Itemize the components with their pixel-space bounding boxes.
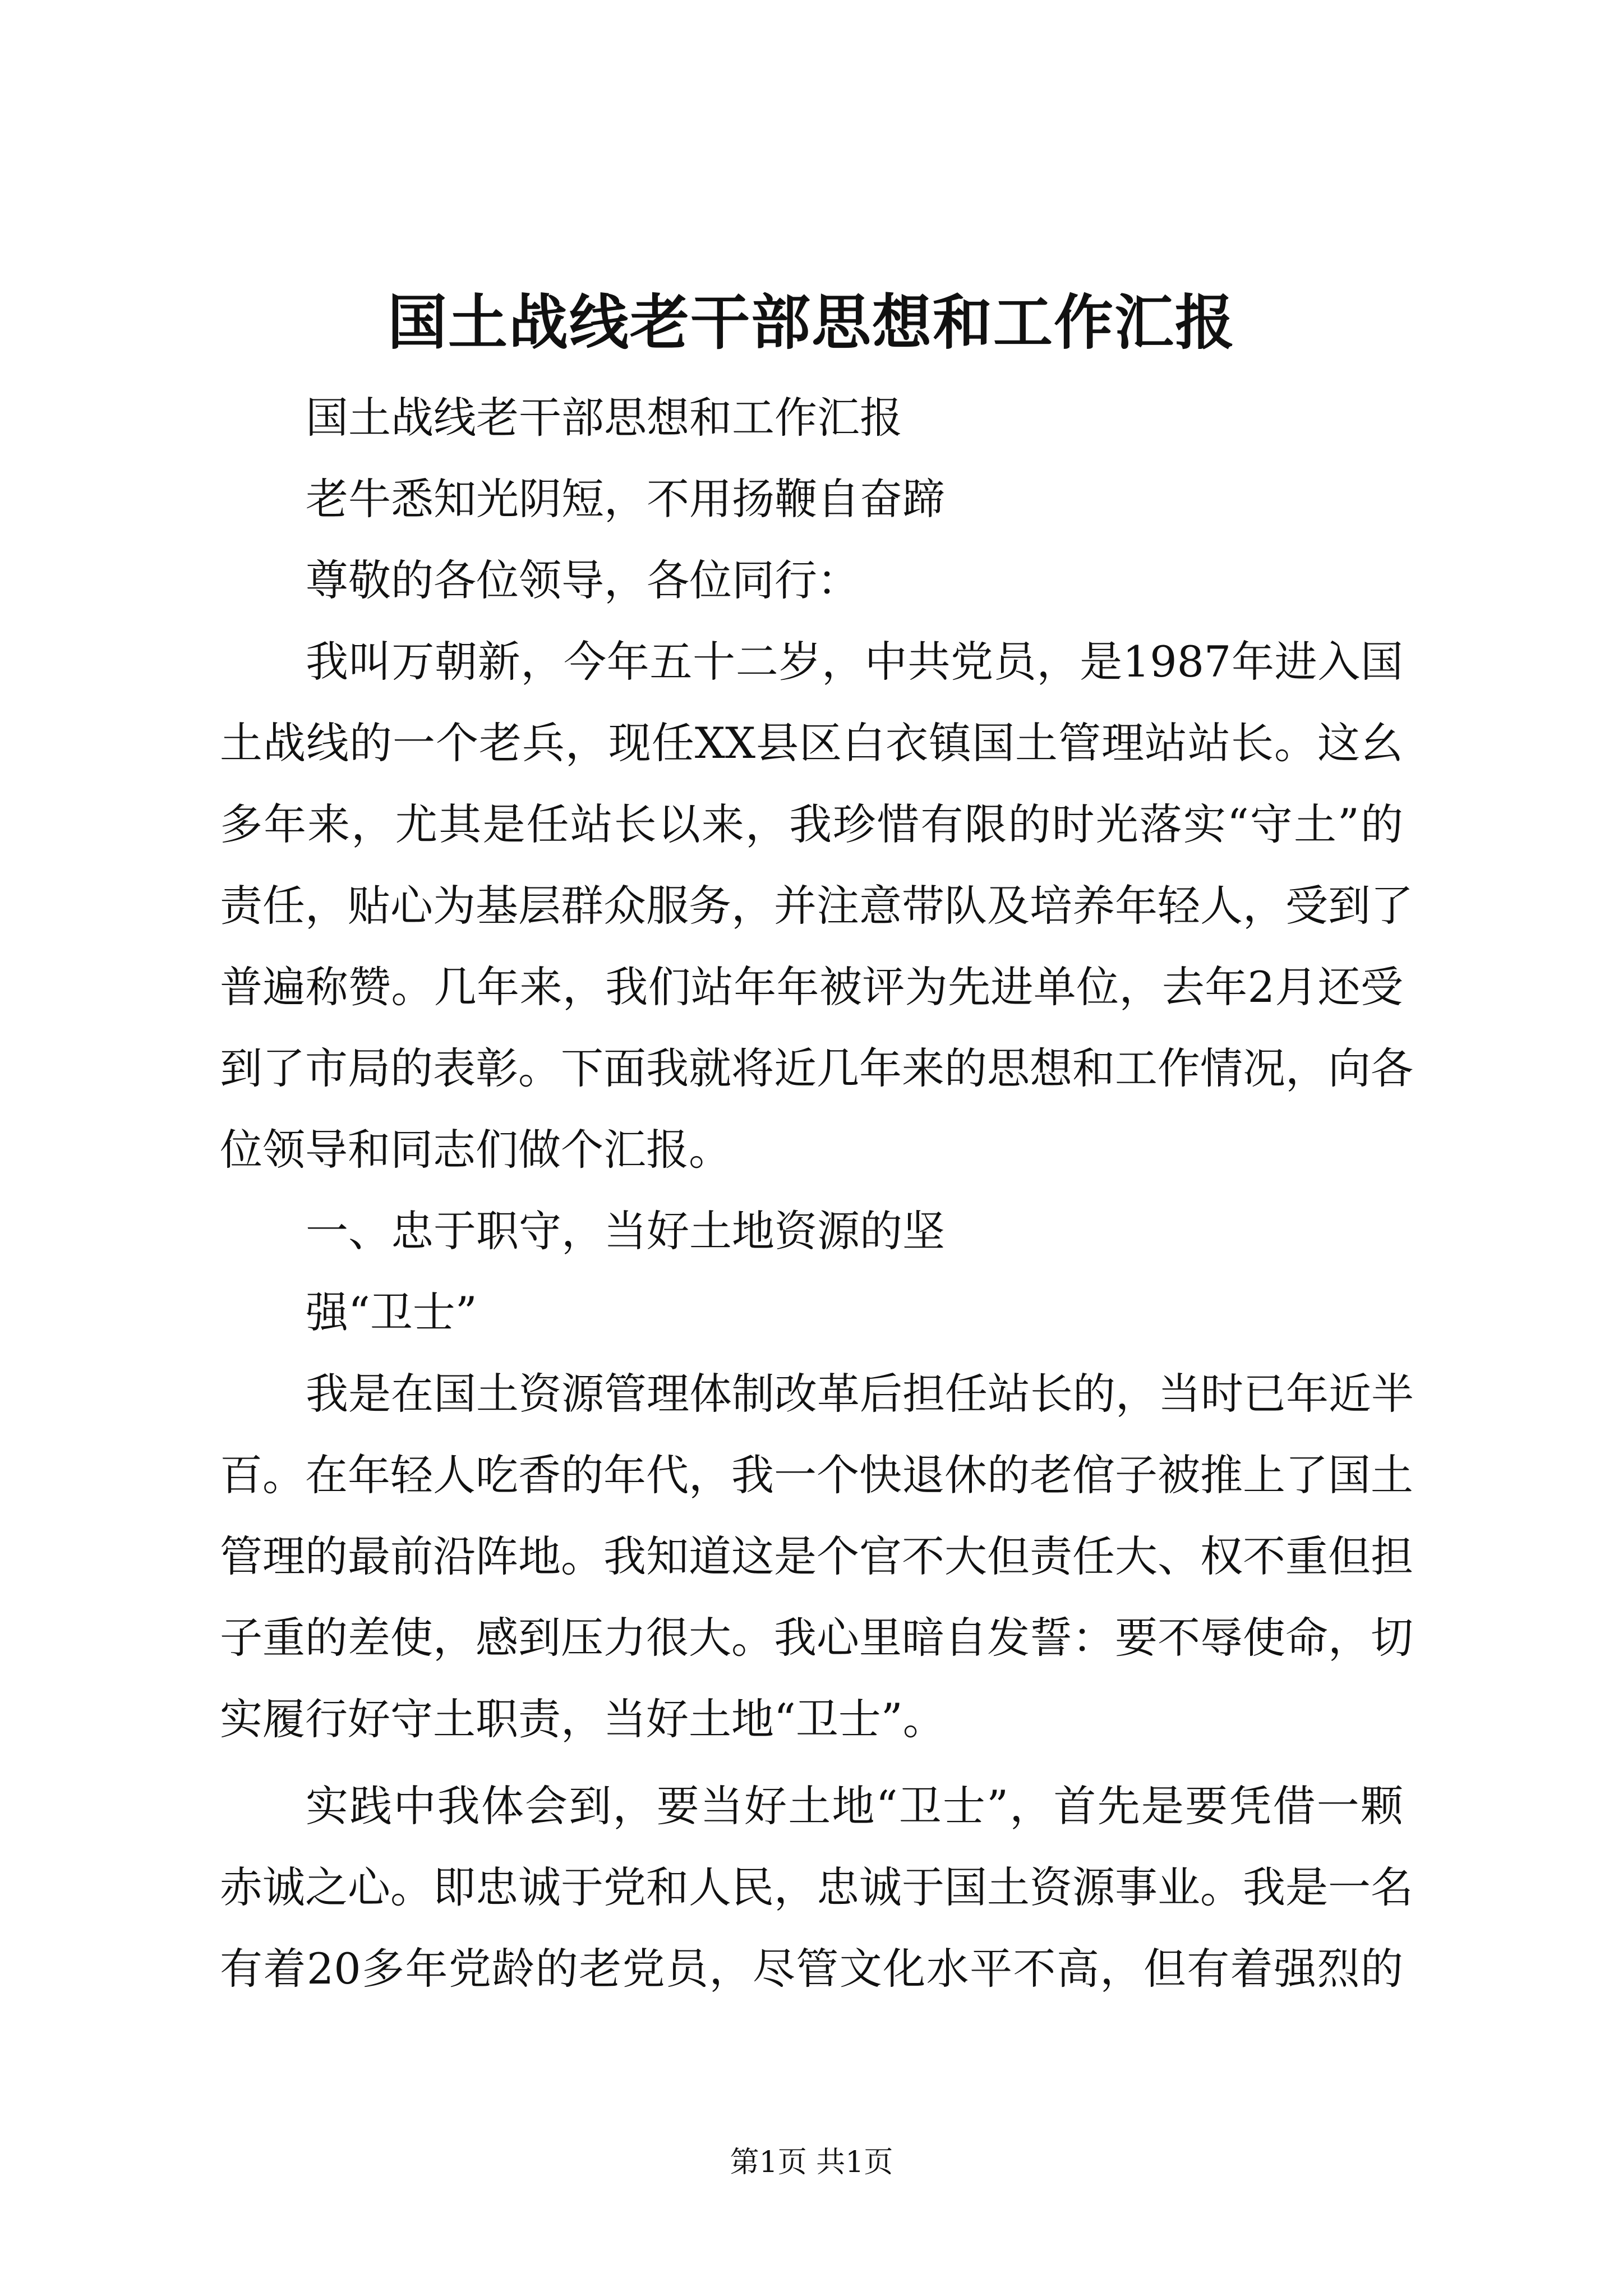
paragraph-line: 我叫万朝新，今年五十二岁，中共党员，是1987年进入国 <box>306 637 1403 687</box>
page-footer: 第1页 共1页 <box>730 2146 893 2179</box>
paragraph-line: 实践中我体会到，要当好土地“卫士”，首先是要凭借一颗 <box>306 1781 1403 1831</box>
paragraph-line: 实履行好守土职责，当好土地“卫士”。 <box>220 1694 946 1744</box>
paragraph-line: 管理的最前沿阵地。我知道这是个官不大但责任大、权不重但担 <box>220 1531 1413 1581</box>
paragraph-line: 赤诚之心。即忠诚于党和人民，忠诚于国土资源事业。我是一名 <box>220 1862 1413 1912</box>
paragraph-line: 到了市局的表彰。下面我就将近几年来的思想和工作情况，向各 <box>220 1043 1413 1093</box>
paragraph-line: 有着20多年党龄的老党员，尽管文化水平不高，但有着强烈的 <box>220 1944 1403 1994</box>
paragraph-line: 责任，贴心为基层群众服务，并注意带队及培养年轻人，受到了 <box>220 881 1413 931</box>
paragraph-line: 尊敬的各位领导，各位同行： <box>306 555 860 605</box>
paragraph-line: 我是在国土资源管理体制改革后担任站长的，当时已年近半 <box>306 1369 1414 1419</box>
section-heading-line: 强“卫士” <box>306 1287 477 1337</box>
paragraph-line: 子重的差使，感到压力很大。我心里暗自发誓：要不辱使命，切 <box>220 1613 1413 1663</box>
paragraph-line: 老牛悉知光阴短，不用扬鞭自奋蹄 <box>306 474 945 524</box>
document-title: 国土战线老干部思想和工作汇报 <box>388 287 1235 357</box>
paragraph-line: 多年来，尤其是任站长以来，我珍惜有限的时光落实“守土”的 <box>220 799 1403 849</box>
section-heading-line: 一、忠于职守，当好土地资源的坚 <box>306 1206 945 1256</box>
paragraph-line: 国土战线老干部思想和工作汇报 <box>306 393 902 443</box>
paragraph-line: 土战线的一个老兵，现任XX县区白衣镇国土管理站站长。这幺 <box>220 718 1403 768</box>
paragraph-line: 百。在年轻人吃香的年代，我一个快退休的老倌子被推上了国土 <box>220 1450 1413 1500</box>
paragraph-line: 位领导和同志们做个汇报。 <box>220 1125 731 1175</box>
paragraph-line: 普遍称赞。几年来，我们站年年被评为先进单位，去年2月还受 <box>220 962 1403 1012</box>
